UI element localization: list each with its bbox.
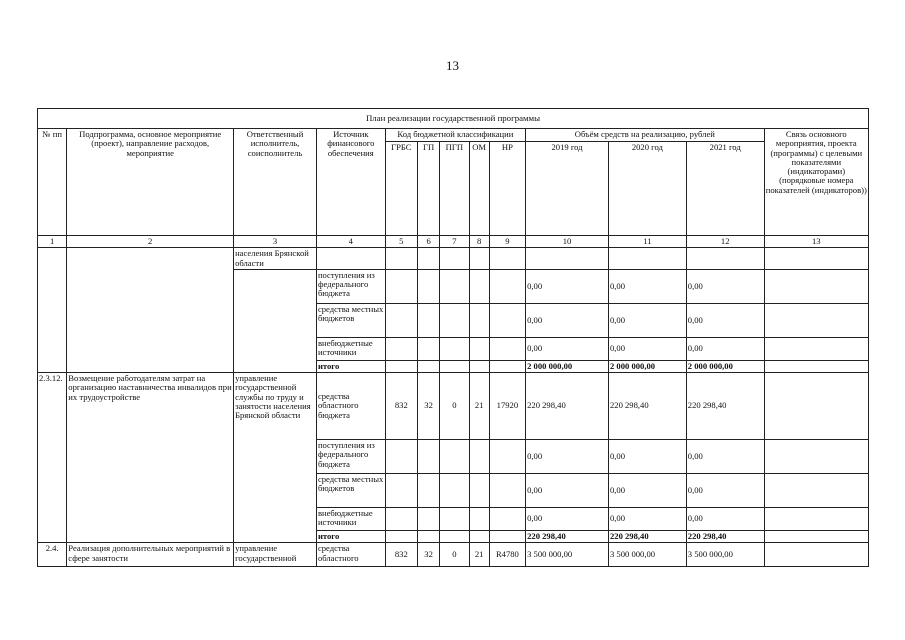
column-number: 4 [316, 236, 385, 248]
pgp-cell [440, 531, 469, 543]
column-number: 13 [764, 236, 868, 248]
column-number: 3 [234, 236, 317, 248]
value-2019 [526, 248, 609, 270]
header-pgp: ПГП [440, 142, 469, 236]
grbs-cell [385, 337, 417, 360]
column-number-row [38, 236, 869, 248]
om-cell [469, 269, 489, 303]
value-2019: 0,00 [526, 337, 609, 360]
pgp-cell [440, 474, 469, 508]
row-responsible: населения Брянской области [234, 248, 317, 270]
pgp-cell [440, 508, 469, 531]
header-grbs: ГРБС [385, 142, 417, 236]
om-cell [469, 440, 489, 474]
value-2021: 0,00 [686, 303, 764, 337]
column-number: 2 [67, 236, 234, 248]
gp-cell [417, 269, 439, 303]
gp-cell [417, 360, 439, 372]
grbs-cell: 832 [385, 373, 417, 440]
np-cell [489, 474, 525, 508]
gp-cell [417, 440, 439, 474]
indicator-link-cell [764, 474, 868, 508]
indicator-link-cell [764, 373, 868, 440]
header-2019: 2019 год [526, 142, 609, 236]
total-2020: 2 000 000,00 [608, 360, 686, 372]
indicator-link-cell [764, 508, 868, 531]
pgp-cell [440, 337, 469, 360]
grbs-cell [385, 474, 417, 508]
column-number: 12 [686, 236, 764, 248]
row-responsible: управление государственной службы по труду и занятости населения Брянской области [234, 373, 317, 543]
om-cell: 21 [469, 373, 489, 440]
table-row [38, 543, 869, 567]
row-responsible: управление государственной [234, 543, 317, 567]
source-cell: поступления из федерального бюджета [316, 269, 385, 303]
source-cell: итого [316, 531, 385, 543]
np-cell: 17920 [489, 373, 525, 440]
total-2019: 2 000 000,00 [526, 360, 609, 372]
column-number: 11 [608, 236, 686, 248]
header-subprogram: Подпрограмма, основное мероприятие (проект), направление расходов, мероприятие [67, 129, 234, 236]
column-number: 9 [489, 236, 525, 248]
value-2021: 220 298,40 [686, 373, 764, 440]
gp-cell [417, 248, 439, 270]
header-np: НР [489, 142, 525, 236]
gp-cell [417, 337, 439, 360]
grbs-cell [385, 531, 417, 543]
grbs-cell [385, 440, 417, 474]
source-cell: внебюджетные источники [316, 337, 385, 360]
table-row [38, 248, 869, 270]
source-cell [316, 248, 385, 270]
header-om: ОМ [469, 142, 489, 236]
source-cell: поступления из федерального бюджета [316, 440, 385, 474]
source-cell: средства областного [316, 543, 385, 567]
grbs-cell [385, 269, 417, 303]
header-gp: ГП [417, 142, 439, 236]
indicator-link-cell [764, 337, 868, 360]
indicator-link-cell [764, 531, 868, 543]
column-number: 7 [440, 236, 469, 248]
value-2021 [686, 248, 764, 270]
indicator-link-cell [764, 360, 868, 372]
value-2020 [608, 248, 686, 270]
column-number: 1 [38, 236, 67, 248]
pgp-cell [440, 269, 469, 303]
header-budget-code: Код бюджетной классификации [385, 129, 525, 142]
value-2019: 3 500 000,00 [526, 543, 609, 567]
header-2020: 2020 год [608, 142, 686, 236]
value-2021: 0,00 [686, 337, 764, 360]
header-responsible: Ответственный исполнитель, соисполнитель [234, 129, 317, 236]
np-cell [489, 440, 525, 474]
np-cell [489, 508, 525, 531]
title-row [38, 109, 869, 129]
table-row [38, 373, 869, 440]
value-2019: 0,00 [526, 508, 609, 531]
grbs-cell [385, 508, 417, 531]
grbs-cell [385, 360, 417, 372]
source-cell: внебюджетные источники [316, 508, 385, 531]
header-sources: Источник финансового обеспечения [316, 129, 385, 236]
value-2020: 220 298,40 [608, 373, 686, 440]
gp-cell [417, 508, 439, 531]
program-plan-table [37, 108, 869, 567]
row-description: Реализация дополнительных мероприятий в сфере занятости [67, 543, 234, 567]
gp-cell: 32 [417, 373, 439, 440]
value-2021: 3 500 000,00 [686, 543, 764, 567]
grbs-cell [385, 303, 417, 337]
row-responsible [234, 269, 317, 372]
pgp-cell: 0 [440, 543, 469, 567]
om-cell [469, 508, 489, 531]
om-cell [469, 531, 489, 543]
value-2020: 0,00 [608, 269, 686, 303]
om-cell [469, 337, 489, 360]
column-number: 5 [385, 236, 417, 248]
gp-cell: 32 [417, 543, 439, 567]
np-cell [489, 303, 525, 337]
value-2020: 0,00 [608, 440, 686, 474]
row-description: Возмещение работодателям затрат на организацию наставничества инвалидов при их трудоустройстве [67, 373, 234, 543]
value-2021: 0,00 [686, 474, 764, 508]
np-cell [489, 531, 525, 543]
row-description [67, 248, 234, 373]
source-cell: средства областного бюджета [316, 373, 385, 440]
om-cell [469, 248, 489, 270]
pgp-cell [440, 303, 469, 337]
header-2021: 2021 год [686, 142, 764, 236]
total-2021: 220 298,40 [686, 531, 764, 543]
value-2020: 0,00 [608, 474, 686, 508]
indicator-link-cell [764, 248, 868, 270]
column-number: 8 [469, 236, 489, 248]
value-2020: 0,00 [608, 337, 686, 360]
value-2021: 0,00 [686, 440, 764, 474]
indicator-link-cell [764, 269, 868, 303]
header-row [38, 129, 869, 142]
gp-cell [417, 474, 439, 508]
value-2020: 0,00 [608, 303, 686, 337]
row-num [38, 248, 67, 373]
om-cell [469, 303, 489, 337]
value-2021: 0,00 [686, 269, 764, 303]
total-2021: 2 000 000,00 [686, 360, 764, 372]
source-cell: итого [316, 360, 385, 372]
indicator-link-cell [764, 543, 868, 567]
grbs-cell: 832 [385, 543, 417, 567]
om-cell [469, 474, 489, 508]
total-2019: 220 298,40 [526, 531, 609, 543]
header-volume: Объём средств на реализацию, рублей [526, 129, 765, 142]
value-2019: 0,00 [526, 440, 609, 474]
value-2019: 0,00 [526, 269, 609, 303]
header-num: № пп [38, 129, 67, 236]
value-2020: 0,00 [608, 508, 686, 531]
row-num: 2.4. [38, 543, 67, 567]
value-2019: 220 298,40 [526, 373, 609, 440]
page-number: 13 [446, 58, 459, 73]
row-num: 2.3.12. [38, 373, 67, 543]
pgp-cell [440, 248, 469, 270]
column-number: 6 [417, 236, 439, 248]
value-2021: 0,00 [686, 508, 764, 531]
value-2019: 0,00 [526, 474, 609, 508]
pgp-cell: 0 [440, 373, 469, 440]
om-cell [469, 360, 489, 372]
np-cell [489, 269, 525, 303]
np-cell [489, 248, 525, 270]
gp-cell [417, 531, 439, 543]
table-title: План реализации государственной программы [38, 109, 869, 129]
indicator-link-cell [764, 440, 868, 474]
total-2020: 220 298,40 [608, 531, 686, 543]
np-cell: R4780 [489, 543, 525, 567]
column-number: 10 [526, 236, 609, 248]
source-cell: средства местных бюджетов [316, 474, 385, 508]
value-2019: 0,00 [526, 303, 609, 337]
gp-cell [417, 303, 439, 337]
header-indicator-link: Связь основного мероприятия, проекта (программы) с целевыми показателями (индикаторами) (порядковые номера показателей (индикаторов)) [764, 129, 868, 236]
om-cell: 21 [469, 543, 489, 567]
grbs-cell [385, 248, 417, 270]
pgp-cell [440, 440, 469, 474]
pgp-cell [440, 360, 469, 372]
value-2020: 3 500 000,00 [608, 543, 686, 567]
indicator-link-cell [764, 303, 868, 337]
source-cell: средства местных бюджетов [316, 303, 385, 337]
np-cell [489, 360, 525, 372]
np-cell [489, 337, 525, 360]
